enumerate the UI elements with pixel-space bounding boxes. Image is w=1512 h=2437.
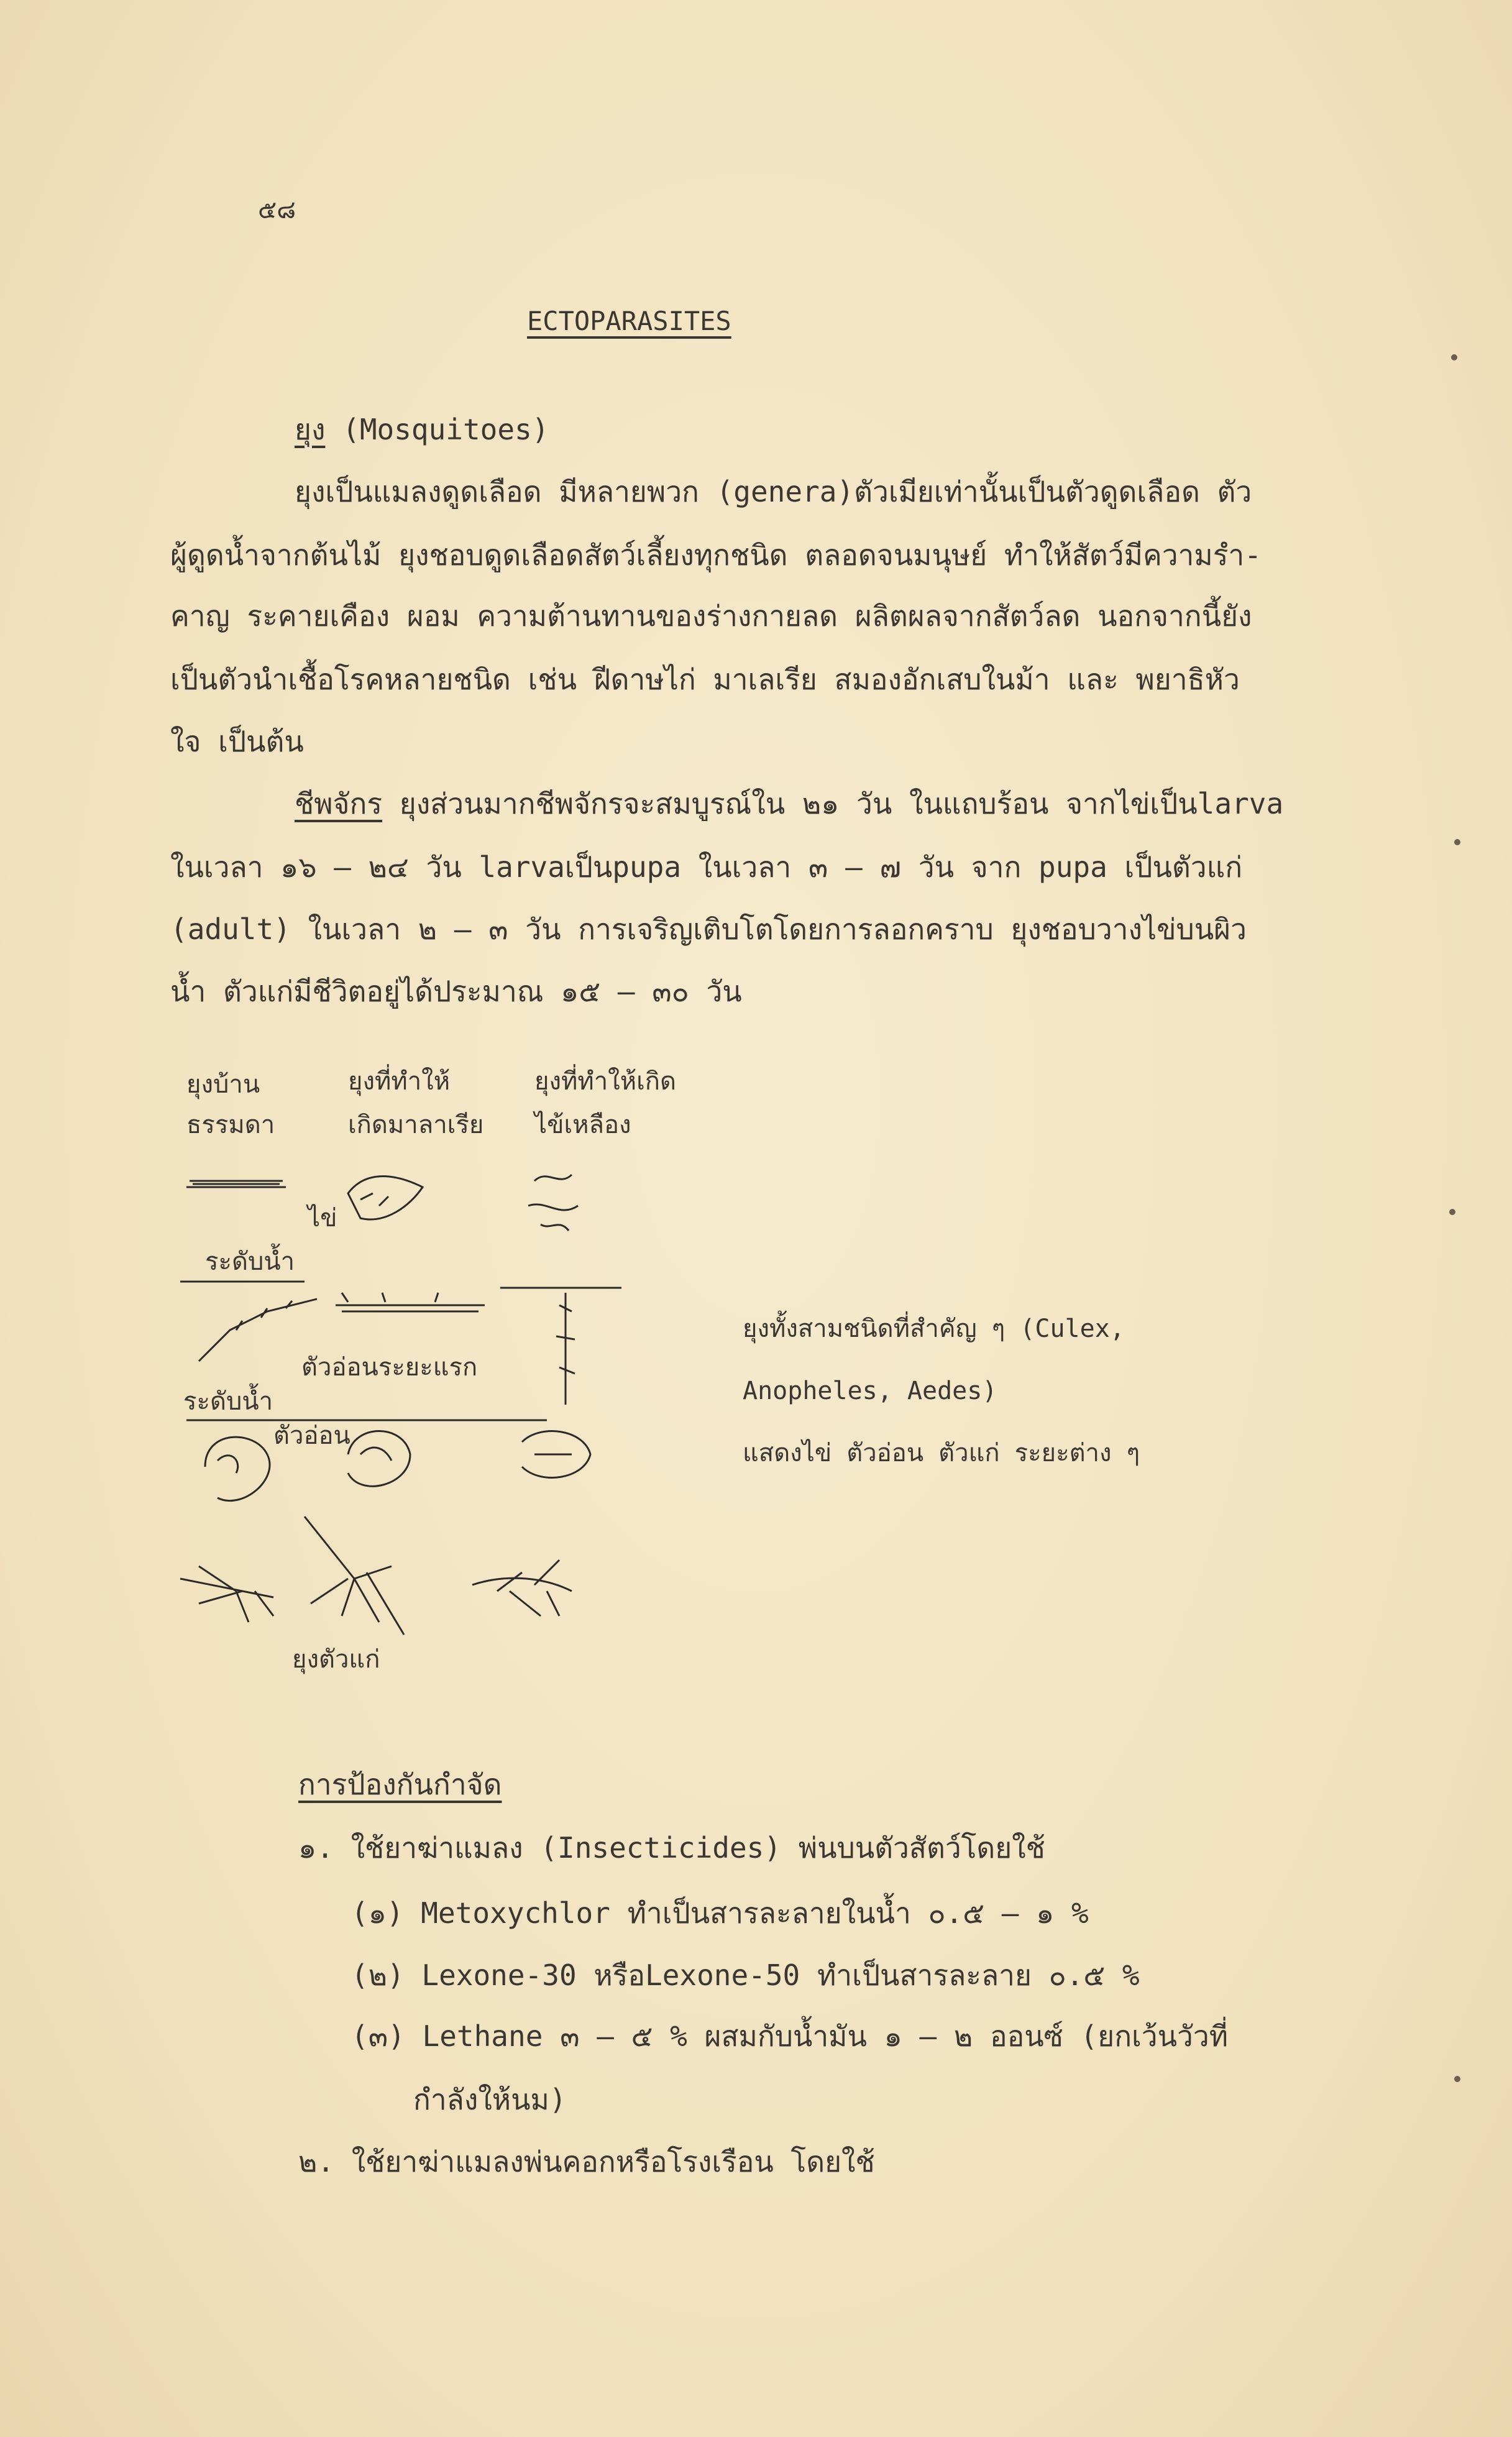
paragraph2-line-1-text: ยุงส่วนมากชีพจักรจะสมบูรณ์ใน ๒๑ วัน ในแถบร้อน จากไข่เป็นlarva xyxy=(399,787,1284,820)
control-heading: การป้องกันกำจัด xyxy=(298,1768,502,1801)
paragraph1-line-3: คาญ ระคายเคือง ผอม ความต้านทานของร่างกายลด ผลิตผลจากสัตว์ลด นอกจากนี้ยัง xyxy=(170,599,1252,633)
figure-water-level-1: ระดับน้ำ xyxy=(205,1247,295,1276)
culex-adult-icon xyxy=(180,1566,273,1622)
aedes-eggs-icon xyxy=(528,1175,578,1231)
figure-col2-line-2: เกิดมาลาเรีย xyxy=(348,1111,484,1139)
section-heading-english: (Mosquitoes) xyxy=(342,413,549,446)
figure-early-larva-label: ตัวอ่อนระยะแรก xyxy=(301,1353,478,1382)
paragraph2-line-4: น้ำ ตัวแก่มีชีวิตอยู่ได้ประมาณ ๑๕ – ๓๐ วัน xyxy=(170,975,742,1008)
figure-col1-line-2: ธรรมดา xyxy=(186,1111,275,1139)
control-item-1-2: (๒) Lexone-30 หรือLexone-50 ทำเป็นสารละลาย ๐.๕ % xyxy=(351,1958,1140,1992)
paragraph2-line-3: (adult) ในเวลา ๒ – ๓ วัน การเจริญเติบโตโดยการลอกคราบ ยุงชอบวางไข่บนผิว xyxy=(170,912,1247,946)
figure-larva-label: ตัวอ่อน xyxy=(273,1421,351,1450)
section-heading xyxy=(295,415,549,444)
figure-caption-line-1: ยุงทั้งสามชนิดที่สำคัญ ๆ (Culex, xyxy=(743,1315,1125,1343)
figure-water-level-2: ระดับน้ำ xyxy=(183,1387,273,1416)
figure-caption-line-2: Anopheles, Aedes) xyxy=(743,1377,997,1405)
control-item-2: ๒. ใช้ยาฆ่าแมลงพ่นคอกหรือโรงเรือน โดยใช้ xyxy=(298,2145,875,2178)
paragraph1-line-4: เป็นตัวนำเชื้อโรคหลายชนิด เช่น ฝีดาษไก่ มาเลเรีย สมองอักเสบในม้า และ พยาธิหัว xyxy=(170,663,1240,696)
page-number: ๕๘ xyxy=(258,196,296,224)
control-item-1-1: (๑) Metoxychlor ทำเป็นสารละลายในน้ำ ๐.๕ – ๑ % xyxy=(351,1896,1089,1930)
figure-col3-line-2: ไข้เหลือง xyxy=(534,1111,631,1139)
aedes-adult-icon xyxy=(472,1560,572,1616)
section-heading-thai: ยุง xyxy=(295,413,326,446)
control-item-1: ๑. ใช้ยาฆ่าแมลง (Insecticides) พ่นบนตัวสัตว์โดยใช้ xyxy=(298,1831,1045,1865)
figure-caption-line-3: แสดงไข่ ตัวอ่อน ตัวแก่ ระยะต่าง ๆ xyxy=(743,1439,1140,1467)
culex-larva-icon xyxy=(199,1299,317,1361)
figure-col3-line-1: ยุงที่ทำให้เกิด xyxy=(534,1067,676,1096)
paper-speck xyxy=(1449,1209,1455,1215)
aedes-larva-icon xyxy=(556,1293,575,1405)
figure-adult-label: ยุงตัวแก่ xyxy=(292,1645,380,1674)
anopheles-larva-icon xyxy=(336,1293,485,1311)
paragraph1-line-5: ใจ เป็นต้น xyxy=(170,725,304,758)
figure-col1-line-1: ยุงบ้าน xyxy=(186,1070,260,1099)
lifecycle-heading: ชีพจักร xyxy=(295,787,383,820)
paragraph2-line-1 xyxy=(295,789,1283,818)
anopheles-eggs-icon xyxy=(348,1177,423,1219)
culex-egg-raft-icon xyxy=(186,1181,286,1187)
aedes-pupa-icon xyxy=(522,1431,590,1478)
paper-speck xyxy=(1454,839,1460,845)
paragraph1-line-1: ยุงเป็นแมลงดูดเลือด มีหลายพวก (genera)ตัวเมียเท่านั้นเป็นตัวดูดเลือด ตัว xyxy=(295,475,1252,508)
page-title: ECTOPARASITES xyxy=(527,306,731,336)
culex-pupa-icon xyxy=(205,1437,270,1500)
control-item-1-3: (๓) Lethane ๓ – ๕ % ผสมกับน้ำมัน ๑ – ๒ ออนซ์ (ยกเว้นวัวที่ xyxy=(351,2019,1229,2053)
figure-col2-line-1: ยุงที่ทำให้ xyxy=(348,1067,451,1096)
figure-egg-label: ไข่ xyxy=(308,1204,337,1232)
anopheles-adult-icon xyxy=(305,1517,404,1635)
paper-speck xyxy=(1454,2076,1460,2082)
mosquito-lifecycle-figure xyxy=(162,1057,721,1709)
anopheles-pupa-icon xyxy=(348,1431,410,1487)
paragraph1-line-2: ผู้ดูดน้ำจากต้นไม้ ยุงชอบดูดเลือดสัตว์เลี้ยงทุกชนิด ตลอดจนมนุษย์ ทำให้สัตว์มีความรำ- xyxy=(170,538,1262,572)
paper-speck xyxy=(1451,354,1457,360)
control-item-1-3-cont: กำลังให้นม) xyxy=(413,2083,567,2116)
paragraph2-line-2: ในเวลา ๑๖ – ๒๔ วัน larvaเป็นpupa ในเวลา ๓ – ๗ วัน จาก pupa เป็นตัวแก่ xyxy=(170,850,1243,884)
